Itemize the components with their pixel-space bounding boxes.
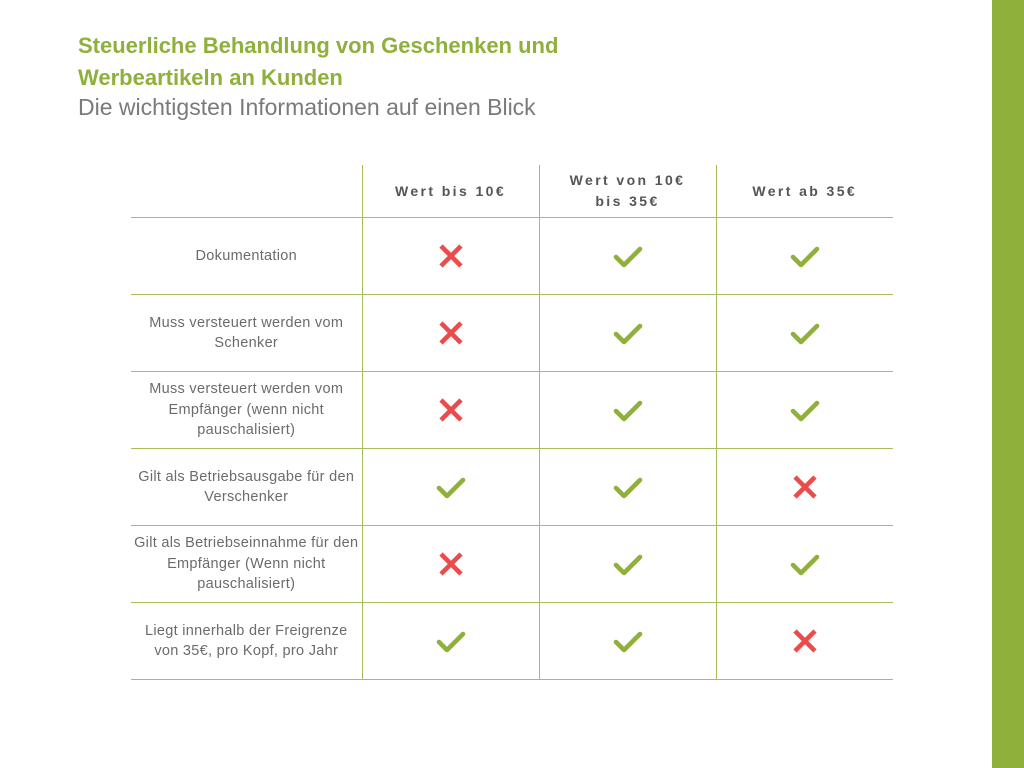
table-cell [362, 372, 539, 449]
table-row [131, 218, 893, 295]
table-cell [539, 603, 716, 680]
table-cell [716, 295, 893, 372]
table-cell [362, 295, 539, 372]
table-cell [539, 295, 716, 372]
table-row [131, 603, 893, 680]
check-icon [613, 626, 643, 656]
table-cell [539, 449, 716, 526]
cross-icon [436, 318, 466, 348]
table-cell [716, 372, 893, 449]
table-header-row [131, 165, 893, 218]
cross-icon [436, 241, 466, 271]
table-cell [539, 526, 716, 603]
check-icon [790, 241, 820, 271]
check-icon [613, 395, 643, 425]
cross-icon [436, 395, 466, 425]
check-icon [436, 626, 466, 656]
row-label: Gilt als Betriebsausgabe für den Verschenker [131, 449, 362, 526]
page-title: Steuerliche Behandlung von Geschenken und Werbeartikeln an Kunden [78, 33, 559, 90]
row-label: Dokumentation [131, 218, 362, 295]
cross-icon [790, 626, 820, 656]
table-cell [362, 603, 539, 680]
check-icon [613, 241, 643, 271]
row-label: Gilt als Betriebseinnahme für den Empfänger (Wenn nicht pauschalisiert) [131, 526, 362, 603]
header-wert-bis-10: Wert bis 10€ [362, 165, 539, 218]
table-cell [716, 218, 893, 295]
check-icon [790, 549, 820, 579]
table-cell [539, 218, 716, 295]
row-label: Muss versteuert werden vom Empfänger (wenn nicht pauschalisiert) [131, 372, 362, 449]
comparison-table [131, 165, 893, 680]
table-cell [716, 526, 893, 603]
page-subtitle: Die wichtigsten Informationen auf einen Blick [78, 94, 536, 120]
header-wert-10-bis-35-label: Wert von 10€ bis 35€ [569, 172, 686, 209]
check-icon [790, 318, 820, 348]
check-icon [436, 472, 466, 502]
table-cell [716, 603, 893, 680]
table-row [131, 526, 893, 603]
check-icon [613, 472, 643, 502]
table-cell [539, 372, 716, 449]
table-row [131, 449, 893, 526]
table-cell [716, 449, 893, 526]
table-cell [362, 218, 539, 295]
right-accent-bar [992, 0, 1024, 768]
row-label: Muss versteuert werden vom Schenker [131, 295, 362, 372]
table-cell [362, 449, 539, 526]
row-label: Liegt innerhalb der Freigrenze von 35€, pro Kopf, pro Jahr [131, 603, 362, 680]
check-icon [613, 549, 643, 579]
header-wert-10-bis-35 [539, 165, 716, 218]
table-row [131, 372, 893, 449]
check-icon [613, 318, 643, 348]
header-empty-cell [131, 165, 362, 218]
cross-icon [790, 472, 820, 502]
header-wert-ab-35: Wert ab 35€ [716, 165, 893, 218]
cross-icon [436, 549, 466, 579]
check-icon [790, 395, 820, 425]
table-row [131, 295, 893, 372]
table-cell [362, 526, 539, 603]
